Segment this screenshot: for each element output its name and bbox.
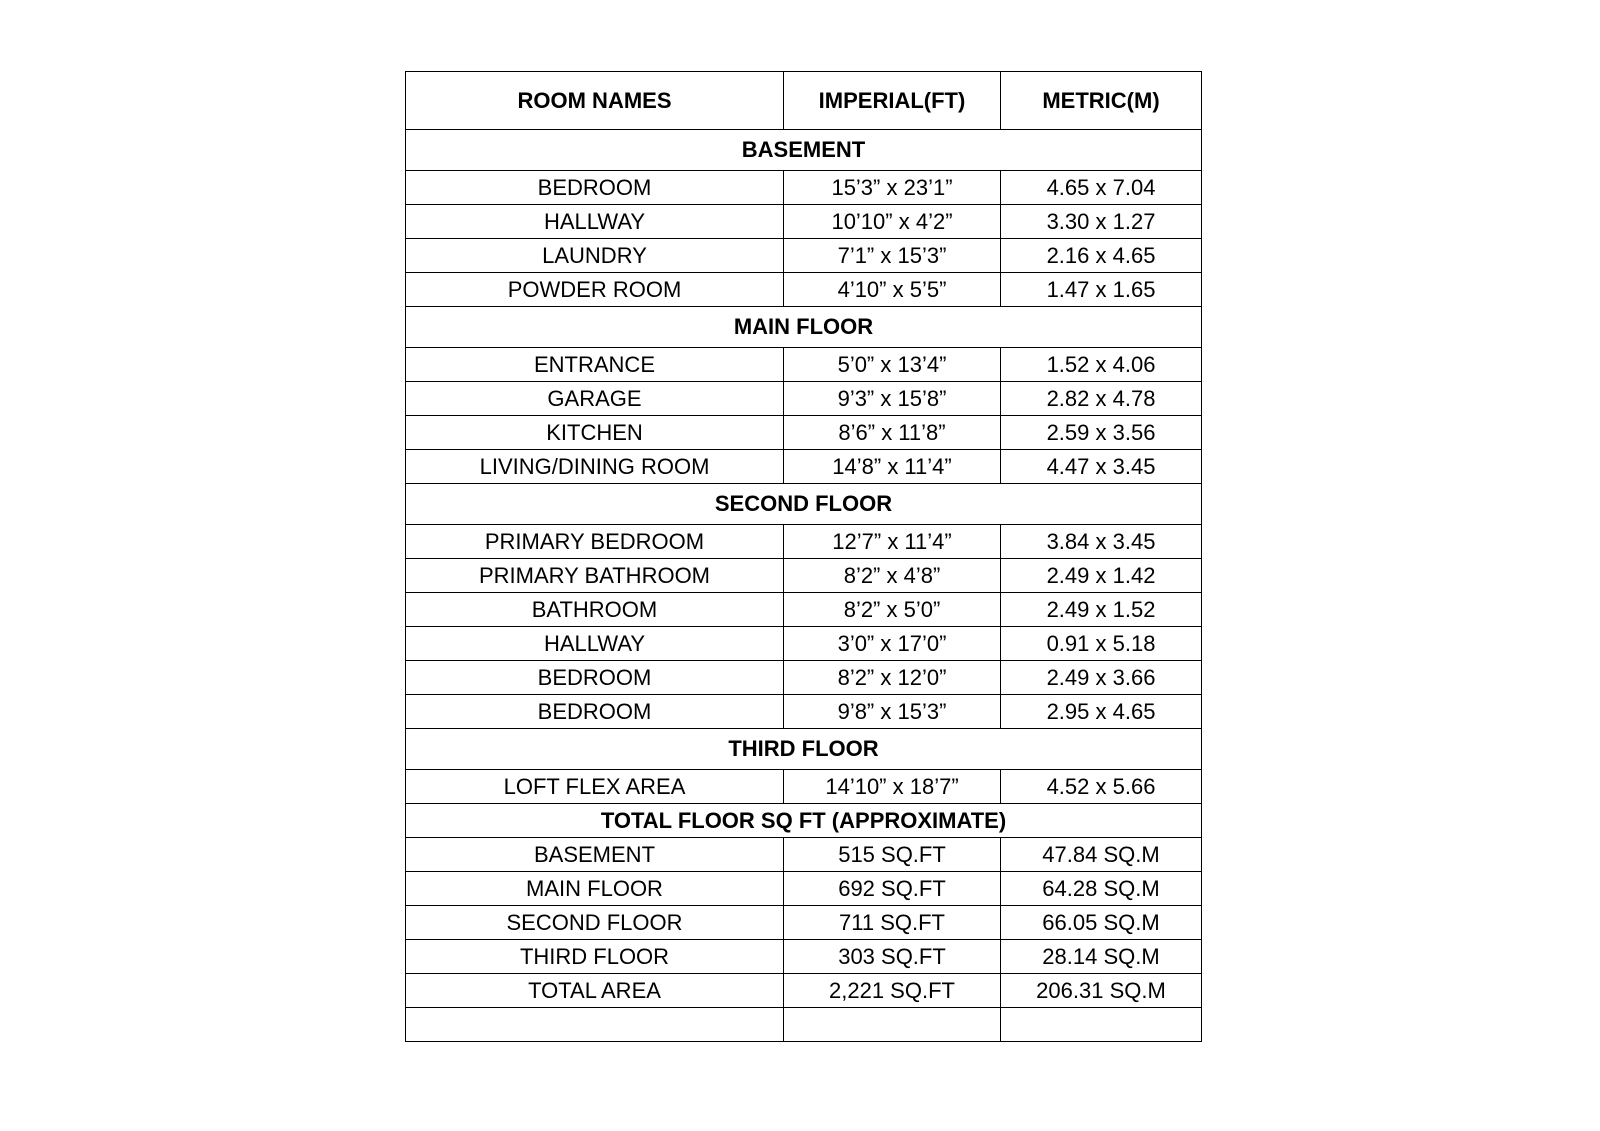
header-metric: METRIC(M) xyxy=(1001,72,1202,130)
section-row xyxy=(406,729,1202,770)
table-row xyxy=(406,627,1202,661)
room-name-cell: KITCHEN xyxy=(406,416,784,450)
room-name-cell: LOFT FLEX AREA xyxy=(406,770,784,804)
metric-cell: 2.49 x 1.42 xyxy=(1001,559,1202,593)
metric-cell: 1.47 x 1.65 xyxy=(1001,273,1202,307)
table-row xyxy=(406,940,1202,974)
room-name-cell: BEDROOM xyxy=(406,171,784,205)
room-name-cell: HALLWAY xyxy=(406,205,784,239)
room-name-cell: POWDER ROOM xyxy=(406,273,784,307)
metric-cell: 0.91 x 5.18 xyxy=(1001,627,1202,661)
metric-cell: 2.16 x 4.65 xyxy=(1001,239,1202,273)
room-name-cell: BATHROOM xyxy=(406,593,784,627)
metric-cell: 3.84 x 3.45 xyxy=(1001,525,1202,559)
metric-cell: 47.84 SQ.M xyxy=(1001,838,1202,872)
imperial-cell: 4’10” x 5’5” xyxy=(784,273,1001,307)
section-title: THIRD FLOOR xyxy=(406,729,1202,770)
metric-cell: 2.82 x 4.78 xyxy=(1001,382,1202,416)
table-row xyxy=(406,661,1202,695)
room-name-cell: LIVING/DINING ROOM xyxy=(406,450,784,484)
totals-title: TOTAL FLOOR SQ FT (APPROXIMATE) xyxy=(406,804,1202,838)
room-name-cell: MAIN FLOOR xyxy=(406,872,784,906)
imperial-cell: 692 SQ.FT xyxy=(784,872,1001,906)
table-row xyxy=(406,974,1202,1008)
metric-cell: 2.95 x 4.65 xyxy=(1001,695,1202,729)
metric-cell: 206.31 SQ.M xyxy=(1001,974,1202,1008)
imperial-cell: 515 SQ.FT xyxy=(784,838,1001,872)
table-row xyxy=(406,872,1202,906)
table-row xyxy=(406,239,1202,273)
imperial-cell: 10’10” x 4’2” xyxy=(784,205,1001,239)
table-row xyxy=(406,382,1202,416)
imperial-cell: 14’8” x 11’4” xyxy=(784,450,1001,484)
table-row xyxy=(406,450,1202,484)
metric-cell: 28.14 SQ.M xyxy=(1001,940,1202,974)
table-row xyxy=(406,273,1202,307)
section-row xyxy=(406,804,1202,838)
empty-cell xyxy=(1001,1008,1202,1042)
room-name-cell: TOTAL AREA xyxy=(406,974,784,1008)
table-row xyxy=(406,416,1202,450)
table-row xyxy=(406,770,1202,804)
table-row xyxy=(406,525,1202,559)
room-name-cell: LAUNDRY xyxy=(406,239,784,273)
room-name-cell: HALLWAY xyxy=(406,627,784,661)
empty-row xyxy=(406,1008,1202,1042)
header-room-names: ROOM NAMES xyxy=(406,72,784,130)
table-header-row xyxy=(406,72,1202,130)
imperial-cell: 8’6” x 11’8” xyxy=(784,416,1001,450)
metric-cell: 2.49 x 3.66 xyxy=(1001,661,1202,695)
imperial-cell: 9’3” x 15’8” xyxy=(784,382,1001,416)
imperial-cell: 15’3” x 23’1” xyxy=(784,171,1001,205)
empty-cell xyxy=(406,1008,784,1042)
table-row xyxy=(406,593,1202,627)
section-title: SECOND FLOOR xyxy=(406,484,1202,525)
table-row xyxy=(406,559,1202,593)
metric-cell: 4.52 x 5.66 xyxy=(1001,770,1202,804)
section-row xyxy=(406,484,1202,525)
metric-cell: 64.28 SQ.M xyxy=(1001,872,1202,906)
table-row xyxy=(406,205,1202,239)
imperial-cell: 7’1” x 15’3” xyxy=(784,239,1001,273)
section-title: BASEMENT xyxy=(406,130,1202,171)
section-title: MAIN FLOOR xyxy=(406,307,1202,348)
imperial-cell: 12’7” x 11’4” xyxy=(784,525,1001,559)
imperial-cell: 3’0” x 17’0” xyxy=(784,627,1001,661)
metric-cell: 2.49 x 1.52 xyxy=(1001,593,1202,627)
imperial-cell: 303 SQ.FT xyxy=(784,940,1001,974)
metric-cell: 1.52 x 4.06 xyxy=(1001,348,1202,382)
imperial-cell: 711 SQ.FT xyxy=(784,906,1001,940)
room-name-cell: THIRD FLOOR xyxy=(406,940,784,974)
section-row xyxy=(406,130,1202,171)
imperial-cell: 8’2” x 12’0” xyxy=(784,661,1001,695)
room-name-cell: PRIMARY BATHROOM xyxy=(406,559,784,593)
imperial-cell: 14’10” x 18’7” xyxy=(784,770,1001,804)
table-row xyxy=(406,695,1202,729)
metric-cell: 3.30 x 1.27 xyxy=(1001,205,1202,239)
table-row xyxy=(406,906,1202,940)
table-row xyxy=(406,838,1202,872)
imperial-cell: 9’8” x 15’3” xyxy=(784,695,1001,729)
imperial-cell: 8’2” x 5’0” xyxy=(784,593,1001,627)
imperial-cell: 8’2” x 4’8” xyxy=(784,559,1001,593)
section-row xyxy=(406,307,1202,348)
room-name-cell: BEDROOM xyxy=(406,661,784,695)
header-imperial: IMPERIAL(FT) xyxy=(784,72,1001,130)
table-row xyxy=(406,171,1202,205)
metric-cell: 66.05 SQ.M xyxy=(1001,906,1202,940)
room-name-cell: BEDROOM xyxy=(406,695,784,729)
metric-cell: 2.59 x 3.56 xyxy=(1001,416,1202,450)
room-name-cell: BASEMENT xyxy=(406,838,784,872)
metric-cell: 4.65 x 7.04 xyxy=(1001,171,1202,205)
empty-cell xyxy=(784,1008,1001,1042)
imperial-cell: 2,221 SQ.FT xyxy=(784,974,1001,1008)
table-row xyxy=(406,348,1202,382)
room-name-cell: ENTRANCE xyxy=(406,348,784,382)
room-name-cell: SECOND FLOOR xyxy=(406,906,784,940)
imperial-cell: 5’0” x 13’4” xyxy=(784,348,1001,382)
room-name-cell: PRIMARY BEDROOM xyxy=(406,525,784,559)
room-name-cell: GARAGE xyxy=(406,382,784,416)
room-dimensions-table xyxy=(405,71,1202,1042)
metric-cell: 4.47 x 3.45 xyxy=(1001,450,1202,484)
